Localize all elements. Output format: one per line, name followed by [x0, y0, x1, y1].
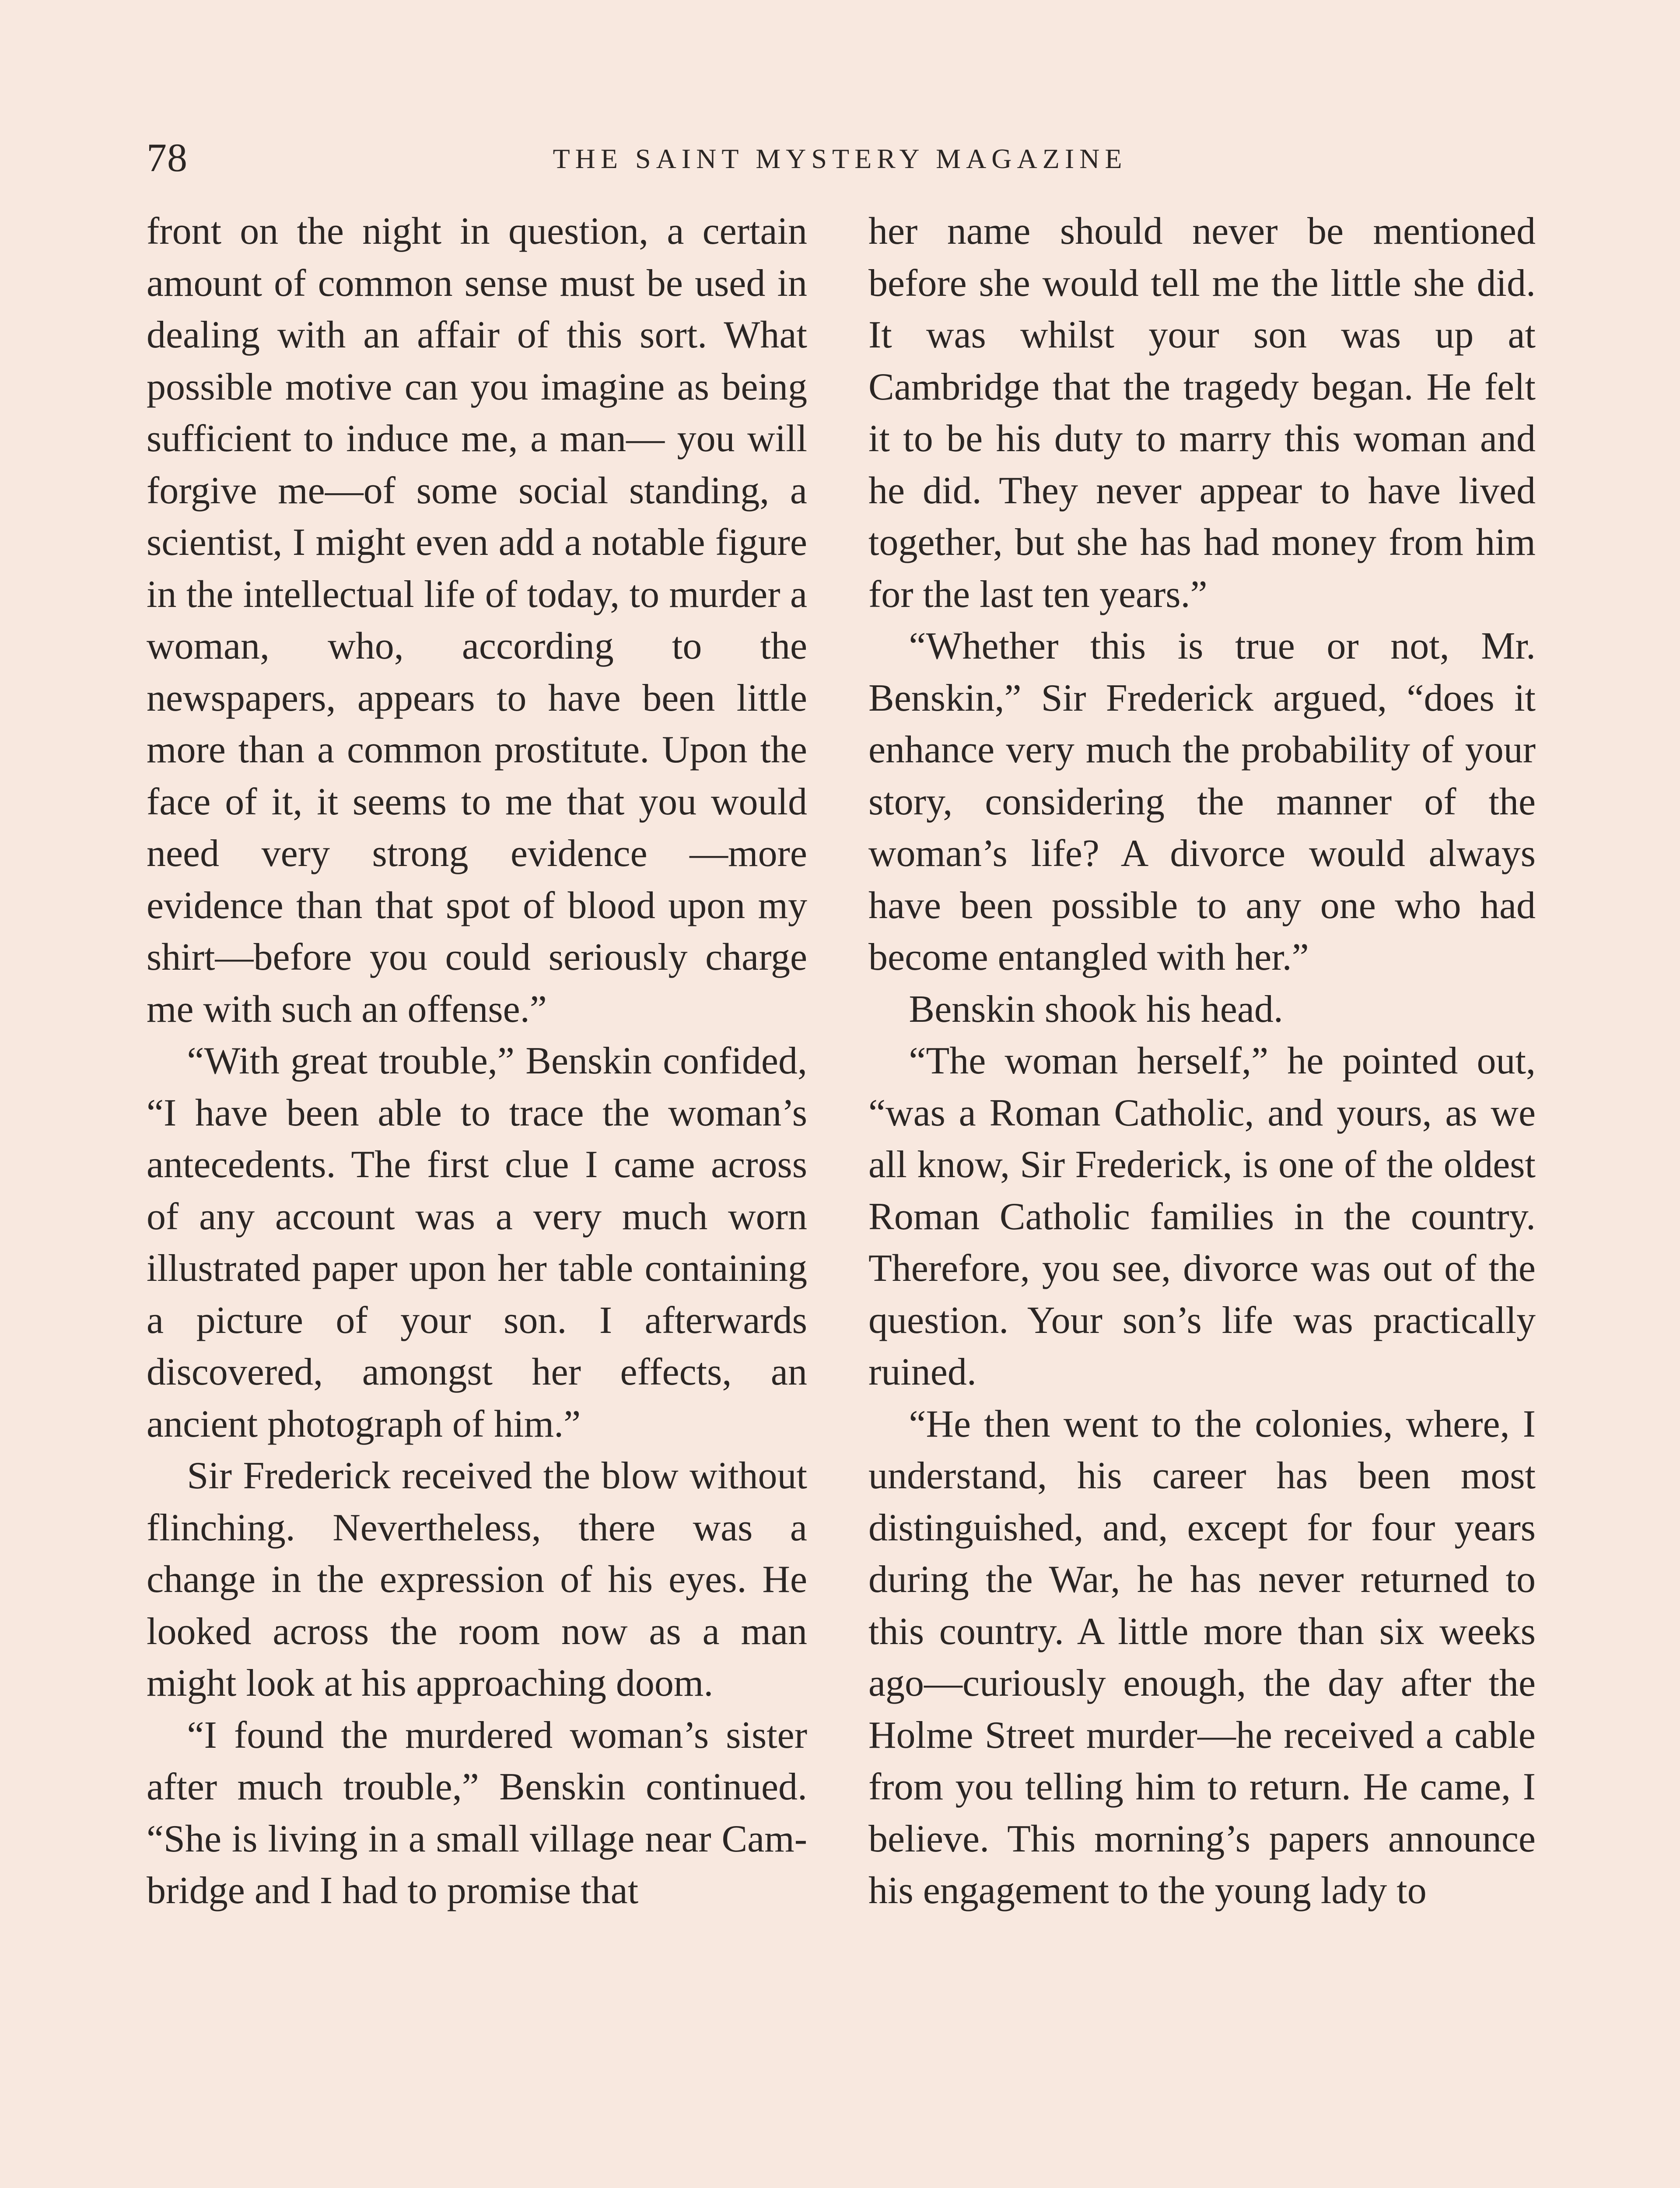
left-paragraph-2: “With great trouble,” Benskin confided, “I have been able to trace the woman’s antecedents. The first clue I came across of any account was a very much worn illustrated paper upon her table containing a picture of your son. I afterwards discovered, amongst her effects, an ancient photograph of him.”: [147, 1040, 807, 1445]
left-paragraph-1: front on the night in question, a certain amount of common sense must be used in dealing with an affair of this sort. What possible motive can you imagine as being sufficient to induce me, a man— you will forgive me—of some social standing, a scientist, I might even add a notable figure in the intellectual life of today, to murder a woman, who, according to the newspapers, appears to have been little more than a common prostitute. Upon the face of it, it seems to me that you would need very strong evidence —more evidence than that spot of blood upon my shirt—before you could seriously charge me with such an offense.”: [147, 210, 807, 1031]
right-paragraph-1: her name should never be mentioned before she would tell me the little she did. It was whilst your son was up at Cambridge that the tragedy began. He felt it to be his duty to marry this woman and he did. They never appear to have lived together, but she has had money from him for the last ten years.”: [868, 210, 1536, 616]
right-paragraph-3: Benskin shook his head.: [909, 988, 1283, 1031]
left-paragraph-4: “I found the murdered woman’s sister after much trouble,” Benskin continued. “She is living in a small village near Cambridge and I had to promise that: [147, 1714, 807, 1912]
page-number: 78: [147, 135, 188, 180]
right-column: [868, 206, 1536, 1917]
left-paragraph-3: Sir Frederick received the blow without flinching. Nevertheless, there was a change in the expression of his eyes. He looked across the room now as a man might look at his approaching doom.: [147, 1455, 807, 1704]
page-header: [147, 133, 1533, 186]
right-paragraph-2: “Whether this is true or not, Mr. Benskin,” Sir Frederick argued, “does it enhance very much the probability of your story, considering the manner of the woman’s life? A divorce would always have been possible to any one who had become entangled with her.”: [868, 625, 1536, 978]
left-column: [147, 206, 807, 1917]
right-paragraph-4: “The woman herself,” he pointed out, “was a Roman Catholic, and yours, as we all know, Sir Frederick, is one of the oldest Roman Catholic families in the country. Therefore, you see, divorce was out of the question. Your son’s life was practically ruined.: [868, 1040, 1536, 1393]
right-paragraph-5: “He then went to the colonies, where, I understand, his career has been most distinguished, and, except for four years during the War, he has never returned to this country. A little more than six weeks ago—curiously enough, the day after the Holme Street murder—he received a cable from you telling him to return. He came, I believe. This morning’s papers announce his engagement to the young lady to: [868, 1403, 1536, 1912]
running-title: THE SAINT MYSTERY MAGAZINE: [553, 143, 1127, 174]
